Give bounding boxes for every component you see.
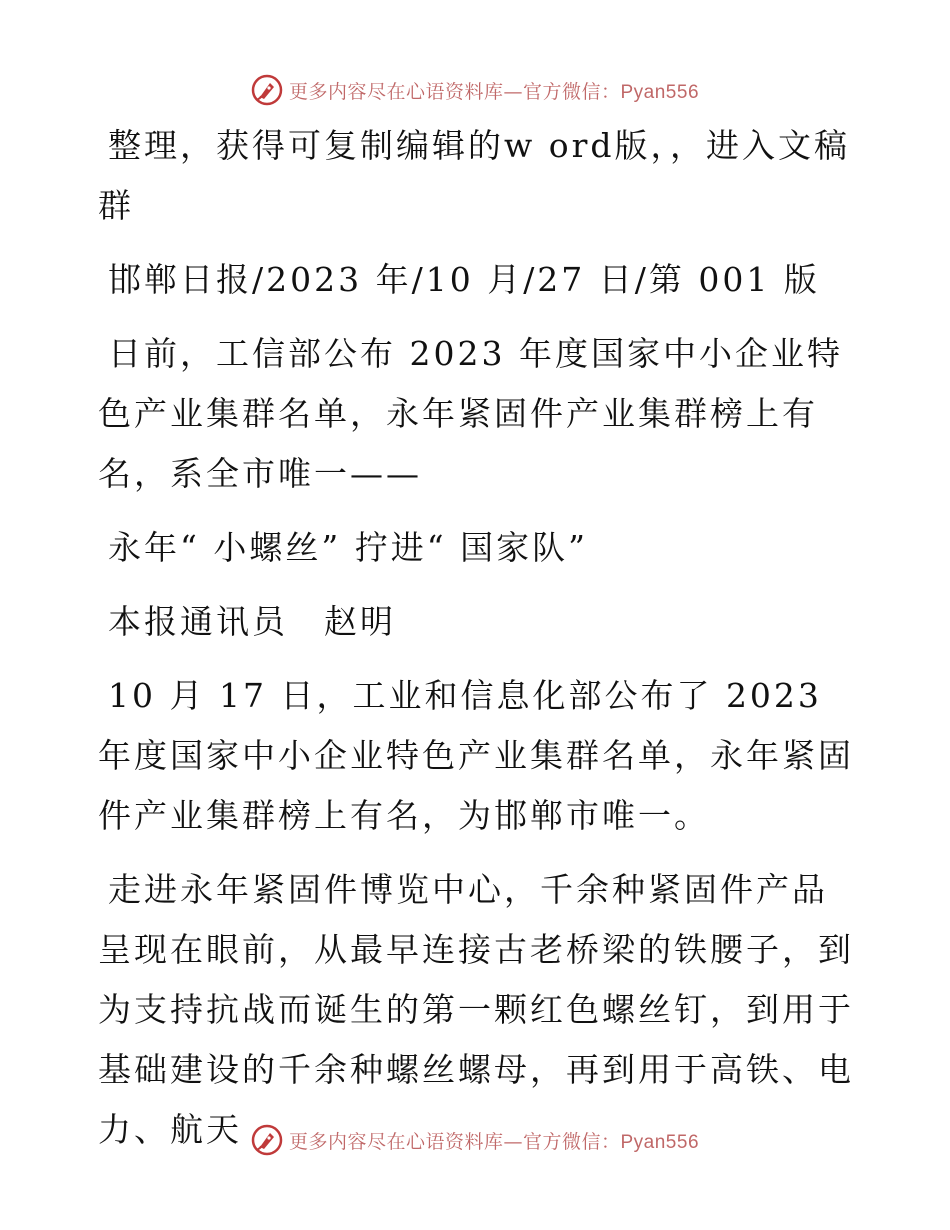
pen-nib-icon: [251, 1124, 283, 1156]
paragraph-body-1: 10 月 17 日，工业和信息化部公布了 2023 年度国家中小企业特色产业集群名单，永年紧固件产业集群榜上有名，为邯郸市唯一。: [98, 676, 854, 835]
document-body: [98, 116, 858, 1174]
watermark-label: 更多内容尽在心语资料库—官方微信：: [288, 1130, 621, 1153]
watermark-text: [289, 77, 699, 104]
paragraph-source-line: 邯郸日报/2023 年/10 月/27 日/第 001 版: [108, 260, 820, 299]
paragraph-byline: 本报通讯员 赵明: [108, 602, 396, 641]
watermark-label: 更多内容尽在心语资料库—官方微信：: [288, 80, 621, 103]
watermark-wechat-id: Pyan556: [620, 1131, 700, 1153]
watermark-wechat-id: Pyan556: [620, 81, 700, 103]
paragraph-body-2: 走进永年紧固件博览中心，千余种紧固件产品呈现在眼前，从最早连接古老桥梁的铁腰子，到为支持抗战而诞生的第一颗红色螺丝钉，到用于基础建设的千余种螺丝螺母，再到用于高铁、电力、航天: [98, 870, 854, 1149]
footer-watermark: [0, 1120, 950, 1160]
paragraph-intro-note: 整理，获得可复制编辑的w ord版，，进入文稿群: [98, 126, 851, 225]
paragraph-subheading: 日前，工信部公布 2023 年度国家中小企业特色产业集群名单，永年紧固件产业集群榜上有名，系全市唯一——: [98, 334, 843, 493]
header-watermark: [0, 70, 950, 110]
paragraph-article-title: 永年“ 小螺丝” 拧进“ 国家队”: [108, 528, 588, 567]
watermark-text: [289, 1127, 699, 1154]
pen-nib-icon: [251, 74, 283, 106]
